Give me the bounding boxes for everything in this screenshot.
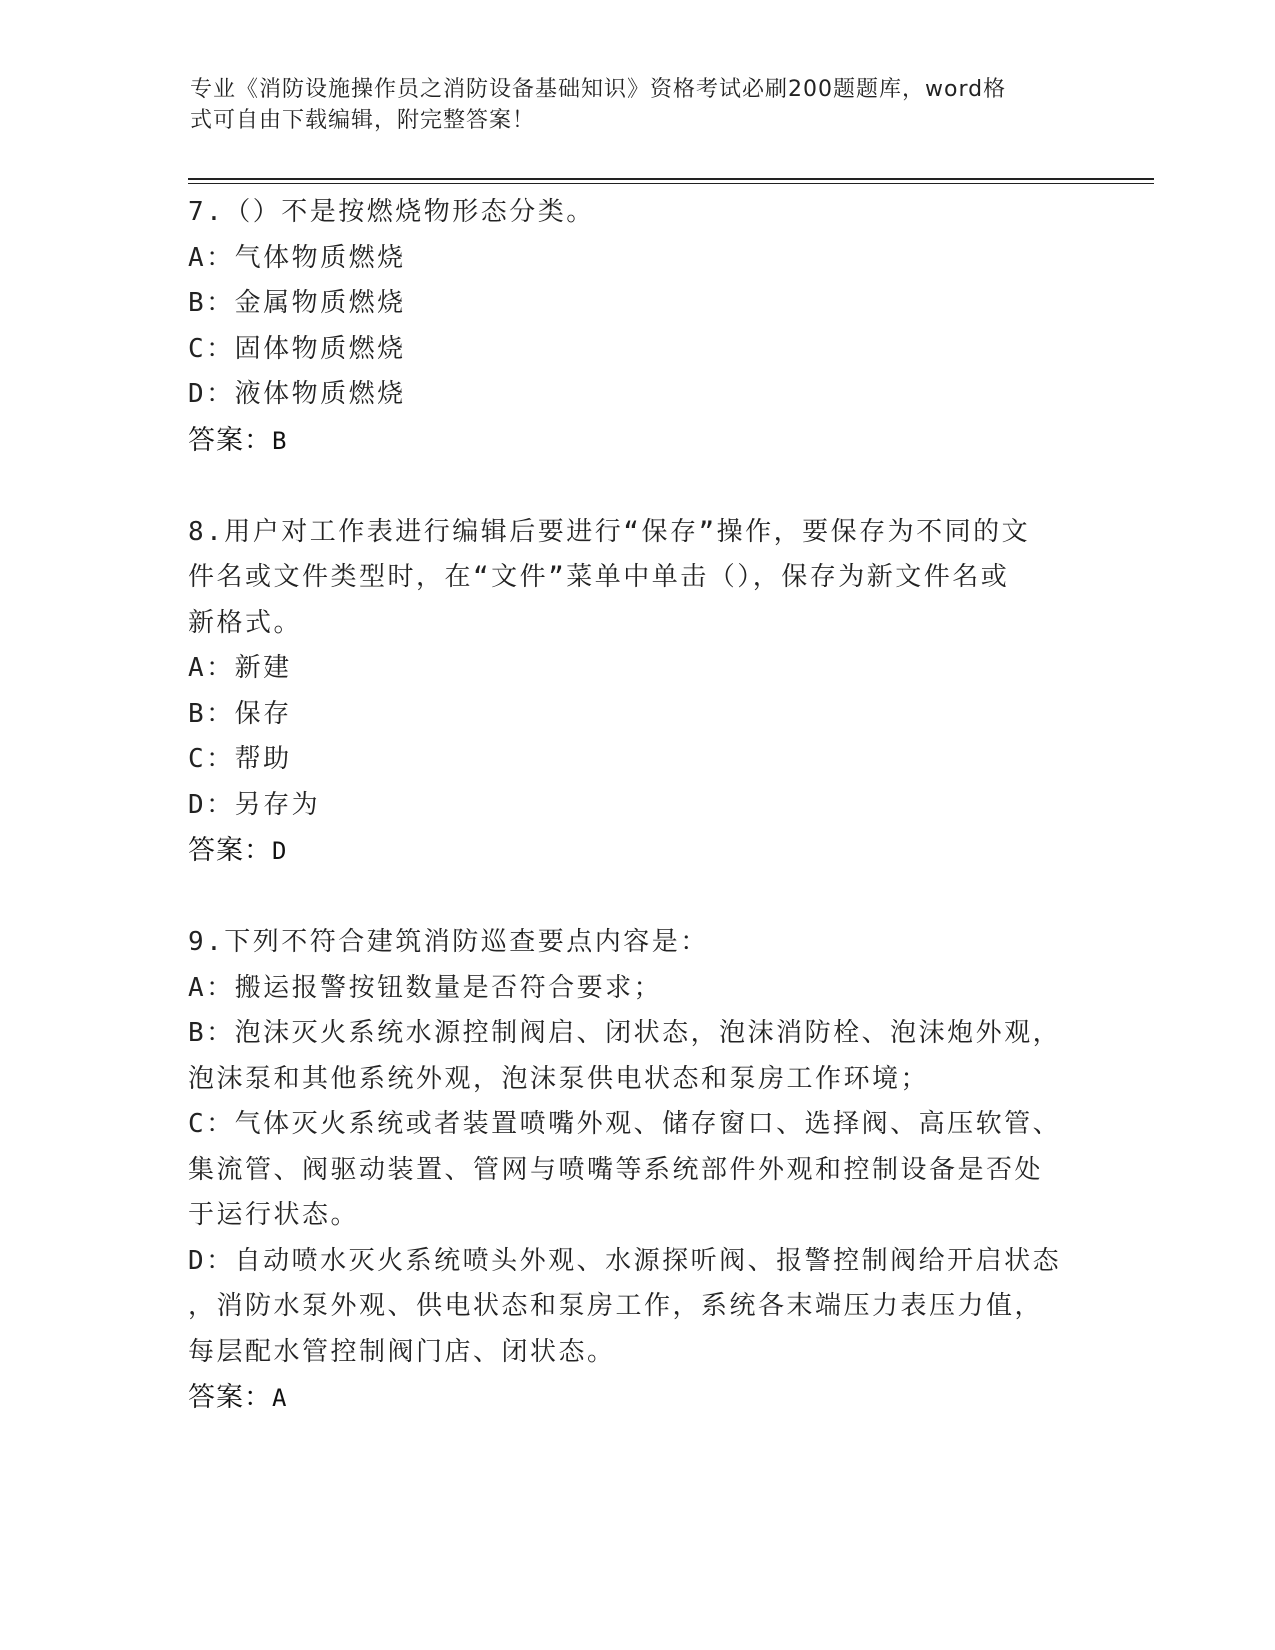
header-line-2: 式可自由下载编辑，附完整答案！ — [190, 108, 536, 133]
option-b: B：金属物质燃烧 — [188, 288, 406, 318]
option-c: C：帮助 — [188, 744, 292, 774]
option-d: D：另存为 — [188, 789, 321, 820]
question-block-7 — [188, 190, 1088, 464]
question-block-8 — [188, 510, 1088, 875]
answer-label: 答案： — [188, 1382, 272, 1413]
header-divider-thin — [188, 183, 1154, 184]
option-d: D：自动喷水灭火系统喷头外观、水源探听阀、报警控制阀给开启状态 — [188, 1245, 1062, 1276]
spacer — [188, 464, 1088, 510]
header-divider-thick — [188, 178, 1154, 180]
answer-label: 答案： — [188, 835, 272, 866]
option-c-cont: 集流管、阀驱动装置、管网与喷嘴等系统部件外观和控制设备是否处 — [188, 1154, 1044, 1185]
answer-value: B — [272, 426, 288, 455]
question-stem: 件名或文件类型时，在“文件”菜单中单击（），保存为新文件名或 — [188, 562, 1010, 592]
option-d-cont: ，消防水泵外观、供电状态和泵房工作，系统各末端压力表压力值， — [188, 1291, 1044, 1321]
option-d: D：液体物质燃烧 — [188, 379, 406, 409]
answer-line — [188, 828, 1088, 875]
option-c: C：固体物质燃烧 — [188, 333, 406, 364]
question-stem: 8.用户对工作表进行编辑后要进行“保存”操作，要保存为不同的文 — [188, 516, 1031, 547]
option-a: A：搬运报警按钮数量是否符合要求； — [188, 972, 663, 1003]
question-stem: 新格式。 — [188, 607, 303, 638]
option-d-cont: 每层配水管控制阀门店、闭状态。 — [188, 1336, 616, 1367]
spacer — [188, 875, 1088, 921]
answer-line — [188, 418, 1088, 465]
header-line-1: 专业《消防设施操作员之消防设备基础知识》资格考试必刷200题题库，word格 — [190, 77, 1007, 102]
answer-label: 答案： — [188, 424, 272, 456]
answer-value: D — [272, 837, 288, 865]
answer-line — [188, 1375, 1088, 1422]
option-c: C：气体灭火系统或者装置喷嘴外观、储存窗口、选择阀、高压软管、 — [188, 1109, 1062, 1139]
option-b-cont: 泡沫泵和其他系统外观，泡沫泵供电状态和泵房工作环境； — [188, 1063, 930, 1094]
question-stem: 9.下列不符合建筑消防巡查要点内容是： — [188, 927, 709, 957]
question-stem: 7.（）不是按燃烧物形态分类。 — [188, 197, 595, 227]
option-b: B：保存 — [188, 698, 292, 729]
document-header — [190, 74, 1070, 136]
option-c-cont: 于运行状态。 — [188, 1200, 360, 1230]
answer-value: A — [272, 1384, 288, 1412]
question-list — [188, 190, 1088, 1422]
option-b: B：泡沫灭火系统水源控制阀启、闭状态，泡沫消防栓、泡沫炮外观， — [188, 1018, 1062, 1048]
option-a: A：气体物质燃烧 — [188, 242, 406, 273]
option-a: A：新建 — [188, 653, 292, 683]
question-block-9 — [188, 920, 1088, 1422]
